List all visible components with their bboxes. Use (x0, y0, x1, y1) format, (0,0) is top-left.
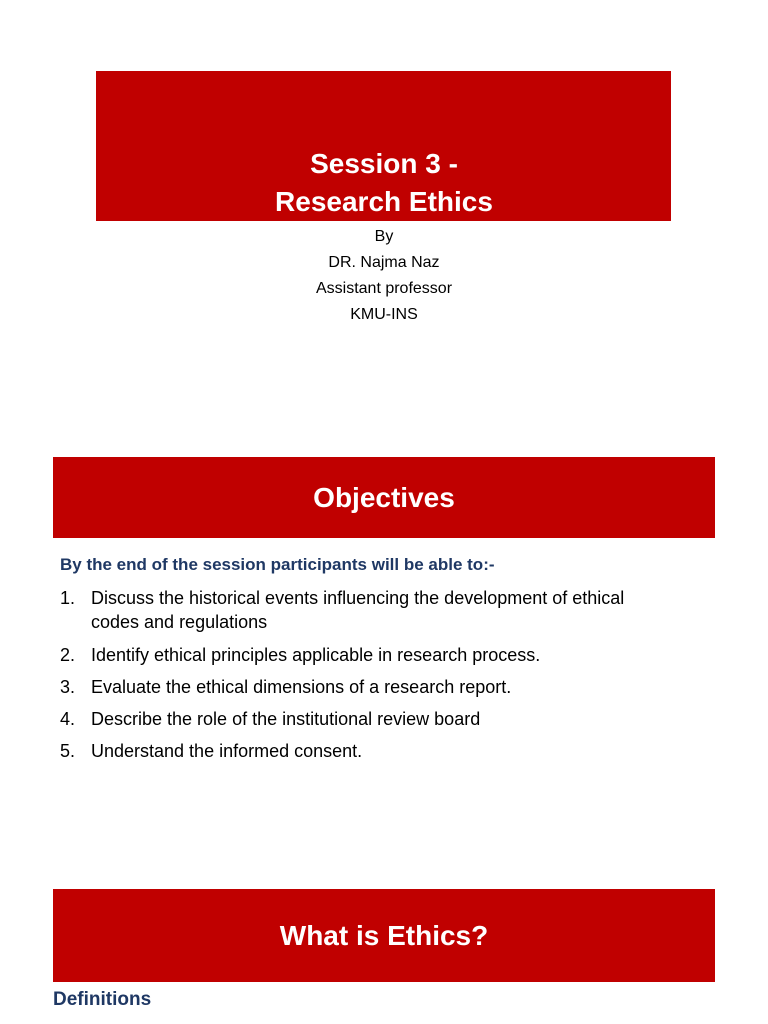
objective-text: Understand the informed consent. (91, 741, 363, 761)
objective-number: 4. (60, 709, 76, 729)
objective-number: 3. (60, 677, 76, 697)
session-title: Session 3 - (310, 148, 458, 179)
objective-text: Evaluate the ethical dimensions of a research report. (91, 677, 512, 697)
byline-position: Assistant professor (315, 280, 453, 297)
objective-number: 2. (60, 645, 76, 665)
objective-text: Identify ethical principles applicable in research process. (91, 645, 541, 665)
byline-author: DR. Najma Naz (328, 254, 440, 271)
objective-number: 1. (60, 588, 76, 608)
session-subtitle: Research Ethics (275, 186, 493, 217)
byline-by: By (374, 228, 394, 245)
objective-text (91, 586, 721, 634)
byline-institution: KMU-INS (350, 306, 418, 323)
definitions-heading: Definitions (53, 989, 152, 1010)
objective-number: 5. (60, 741, 76, 761)
objective-text-line-2: codes and regulations (91, 612, 268, 632)
objectives-intro: By the end of the session participants will be able to:- (60, 555, 495, 574)
ethics-heading: What is Ethics? (53, 889, 715, 982)
objectives-heading: Objectives (53, 457, 715, 538)
objective-text-line-1: Discuss the historical events influencing the development of ethical (91, 588, 625, 608)
objective-text: Describe the role of the institutional review board (91, 709, 481, 729)
